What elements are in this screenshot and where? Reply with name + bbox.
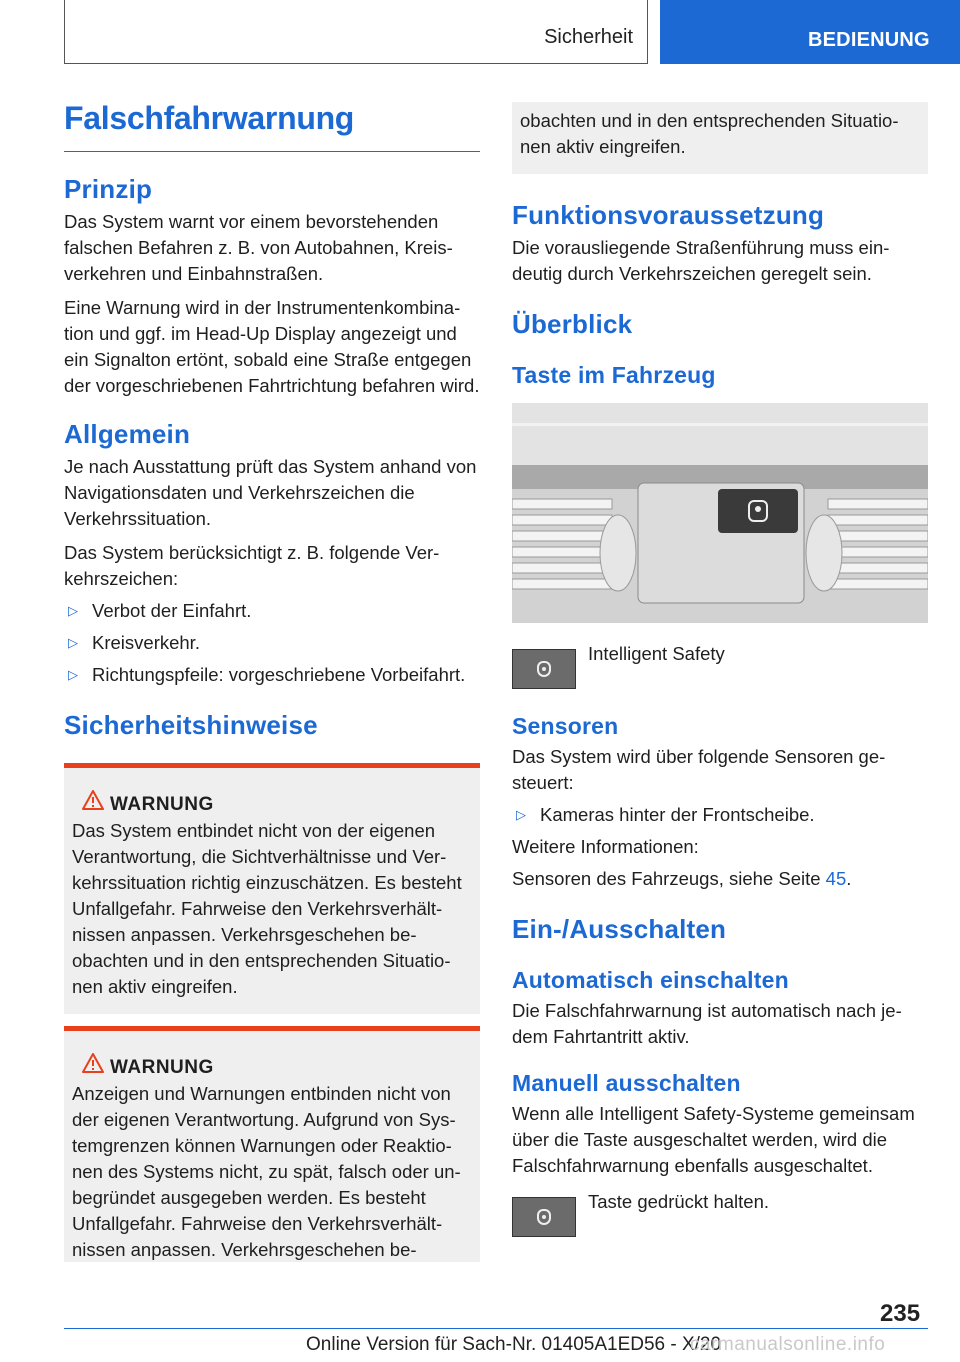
footer-divider [64,1328,928,1329]
warning-box-2 [64,1026,480,1262]
funktion-paragraph: Die vorausliegende Straßenführung muss eindeutig durch Verkehrszeichen geregelt sein. [512,237,890,284]
auto-paragraph: Die Falschfahrwarnung ist automatisch nach jedem Fahrtantritt aktiv. [512,1000,902,1047]
triangle-bullet-icon: ▷ [516,807,526,822]
heading-ueberblick: Überblick [512,309,633,339]
heading-taste-im-fahrzeug: Taste im Fahrzeug [512,362,716,388]
dashboard-illustration [512,403,928,623]
triangle-bullet-icon: ▷ [68,635,78,650]
heading-sicherheitshinweise: Sicherheitshinweise [64,710,318,740]
sensor-list [512,802,928,828]
list-item: ▷ Richtungspfeile: vorgeschriebene Vorbeifahrt. [64,662,480,688]
list-item: ▷ Kreisverkehr. [64,630,480,656]
watermark: carmanualsonline.info [690,1334,886,1355]
right-column [512,102,928,1241]
prinzip-paragraph-1: Das System warnt vor einem bevorstehenden falschen Befahren z. B. von Autobahnen, Kreisverkehren und Einbahnstraßen. [64,211,453,284]
heading-sensoren: Sensoren [512,713,619,739]
header-chapter-tab[interactable]: BEDIENUNG [660,0,960,64]
intelligent-safety-button-icon[interactable] [512,649,576,689]
list-item: ▷ Verbot der Einfahrt. [64,598,480,624]
prinzip-paragraph-2: Eine Warnung wird in der Instrumentenkombination und ggf. im Head-Up Display angezeigt und ein Signalton ertönt, sobald eine Straße entgegen der vorgeschriebenen Fahrtrichtung befahren wird. [64,297,480,396]
intelligent-safety-button-icon[interactable] [512,1197,576,1237]
heading-prinzip: Prinzip [64,174,153,204]
left-column [64,100,480,1262]
vehicle-button-photo [512,403,928,623]
weitere-informationen: Weitere Informationen: [512,836,699,857]
warning-title: WARNUNG [110,1057,214,1078]
list-item: ▷ Kameras hinter der Frontscheibe. [512,802,928,828]
warning-triangle-icon [82,790,104,810]
page-reference-link[interactable]: 45 [825,868,847,889]
heading-funktionsvoraussetzung: Funktionsvoraussetzung [512,200,825,230]
triangle-bullet-icon: ▷ [68,667,78,682]
heading-manuell-ausschalten: Manuell ausschalten [512,1070,741,1096]
warning-title: WARNUNG [110,794,214,815]
intelligent-safety-row [512,641,928,693]
warning-text: Anzeigen und Warnungen entbinden nicht von der eigenen Verantwortung. Aufgrund von Systemgrenzen können Warnungen oder Reaktionen des Systems nicht, zu spät, falsch oder unbegründet ausgegeben werden. Es besteht Unfallgefahr. Fahrweise den Verkehrsverhältnissen anpassen. Verkehrsgeschehen be- [72,1083,461,1260]
heading-automatisch-einschalten: Automatisch einschalten [512,967,789,993]
warning-triangle-icon [82,1053,104,1073]
header-section-box [64,0,648,64]
page-title: Falschfahrwarnung [64,100,480,152]
taste-gedrueckt-caption: Taste gedrückt halten. [588,1191,769,1212]
allgemein-paragraph-1: Je nach Ausstattung prüft das System anhand von Navigationsdaten und Verkehrszeichen die Verkehrssituation. [64,456,477,529]
footer-online-version: Online Version für Sach-Nr. 01405A1ED56 - X/20 [306,1334,722,1355]
sensoren-paragraph: Das System wird über folgende Sensoren gesteuert: [512,746,886,793]
warning-box-1 [64,763,480,1014]
intelligent-safety-caption: Intelligent Safety [588,643,725,664]
header-section-title: Sicherheit [544,26,633,48]
triangle-bullet-icon: ▷ [68,603,78,618]
taste-gedrueckt-row [512,1189,928,1241]
warning-box-2-continued [512,102,928,174]
traffic-sign-list [64,598,480,688]
allgemein-paragraph-2: Das System berücksichtigt z. B. folgende Verkehrszeichen: [64,542,440,589]
warning-text: Das System entbindet nicht von der eigenen Verantwortung, die Sichtverhältnisse und Verkehrssituation richtig einzuschätzen. Es besteht Unfallgefahr. Fahrweise den Verkehrsverhältnissen anpassen. Verkehrsgeschehen beobachten und in den entsprechenden Situationen aktiv eingreifen. [72,820,462,997]
page-number: 235 [880,1300,921,1327]
manuell-paragraph: Wenn alle Intelligent Safety-Systeme gemeinsam über die Taste ausgeschaltet werden, wird die Falschfahrwarnung ebenfalls ausgeschaltet. [512,1103,915,1176]
sensoren-reference: Sensoren des Fahrzeugs, siehe Seite 45. [512,868,852,889]
heading-ein-ausschalten: Ein-/Ausschalten [512,914,727,944]
warning-text: obachten und in den entsprechenden Situationen aktiv eingreifen. [520,110,899,157]
heading-allgemein: Allgemein [64,419,191,449]
